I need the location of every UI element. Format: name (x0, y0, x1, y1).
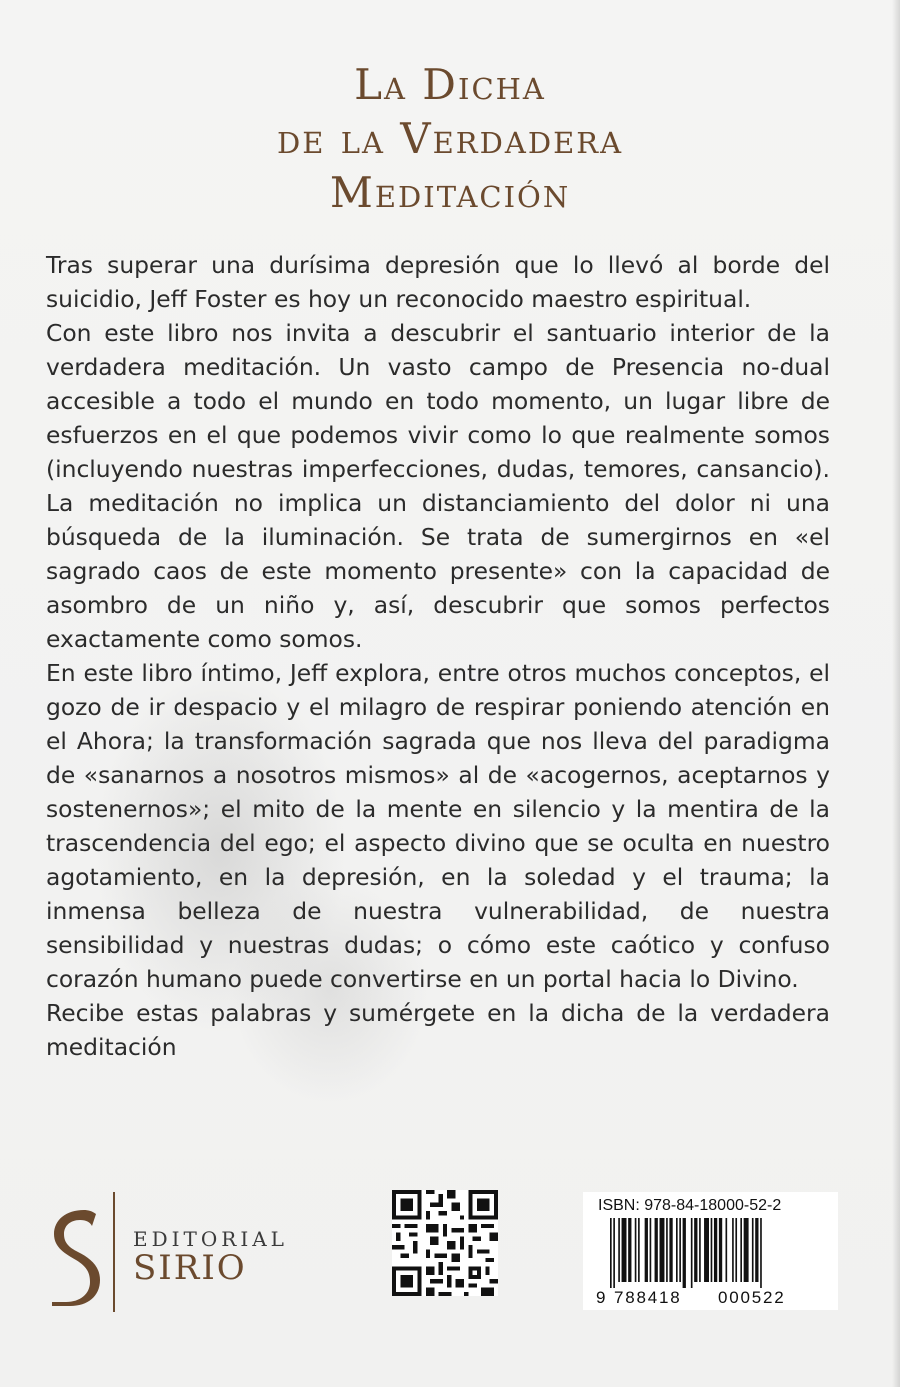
qr-code-icon (392, 1190, 498, 1296)
isbn-label: ISBN: 978-84-18000-52-2 (598, 1197, 782, 1214)
barcode-digit-first: 9 (596, 1288, 608, 1307)
blurb-paragraph-1: Tras superar una durísima depresión que lo llevó al borde del suicidio, Jeff Foster es hoy un reconocido maestro espiritual. (46, 251, 830, 313)
publisher-name: SIRIO (133, 1248, 247, 1288)
blurb (46, 248, 830, 1064)
blurb-paragraph-3: En este libro íntimo, Jeff explora, entre otros muchos conceptos, el gozo de ir despacio y el milagro de respirar poniendo atención en el Ahora; la transformación sagrada que nos lleva del paradigma de «sanarnos a nosotros mismos» al de «acogernos, aceptarnos y sostenernos»; el mito de la mente en silencio y la mentira de la trascendencia del ego; el aspecto divino que se oculta en nuestro agotamiento, en la depresión, en la soledad y el trauma; la inmensa belleza de nuestra vulnerabilidad, de nuestra sensibilidad y nuestras dudas; o cómo este caótico y confuso corazón humano puede convertirse en un portal hacia lo Divino. (46, 659, 830, 993)
publisher-label: EDITORIAL (133, 1227, 288, 1251)
barcode-icon (596, 1218, 824, 1288)
barcode-digits-right: 000522 (718, 1288, 786, 1307)
book-title (0, 58, 900, 220)
cover-edge-shadow (892, 0, 900, 1387)
swan-s-logo-icon (44, 1206, 102, 1308)
title-line-1: La Dicha (354, 60, 546, 109)
title-line-2: de la Verdadera (276, 114, 624, 163)
barcode-digits (596, 1288, 824, 1310)
blurb-paragraph-2: Con este libro nos invita a descubrir el santuario interior de la verdadera meditación. Un vasto campo de Presencia no-dual accesible a todo el mundo en todo momento, un lugar libre de esfuerzos en el que podemos vivir como lo que realmente somos (incluyendo nuestras imperfecciones, dudas, temores, cansancio). La meditación no implica un distanciamiento del dolor ni una búsqueda de la iluminación. Se trata de sumergirnos en «el sagrado caos de este momento presente» con la capacidad de asombro de un niño y, así, descubrir que somos perfectos exactamente como somos. (46, 319, 830, 653)
barcode-digits-left: 788418 (614, 1288, 682, 1307)
logo-divider (113, 1192, 115, 1312)
blurb-paragraph-4: Recibe estas palabras y sumérgete en la dicha de la verdadera meditación (46, 999, 830, 1061)
title-line-3: Meditación (329, 168, 571, 217)
